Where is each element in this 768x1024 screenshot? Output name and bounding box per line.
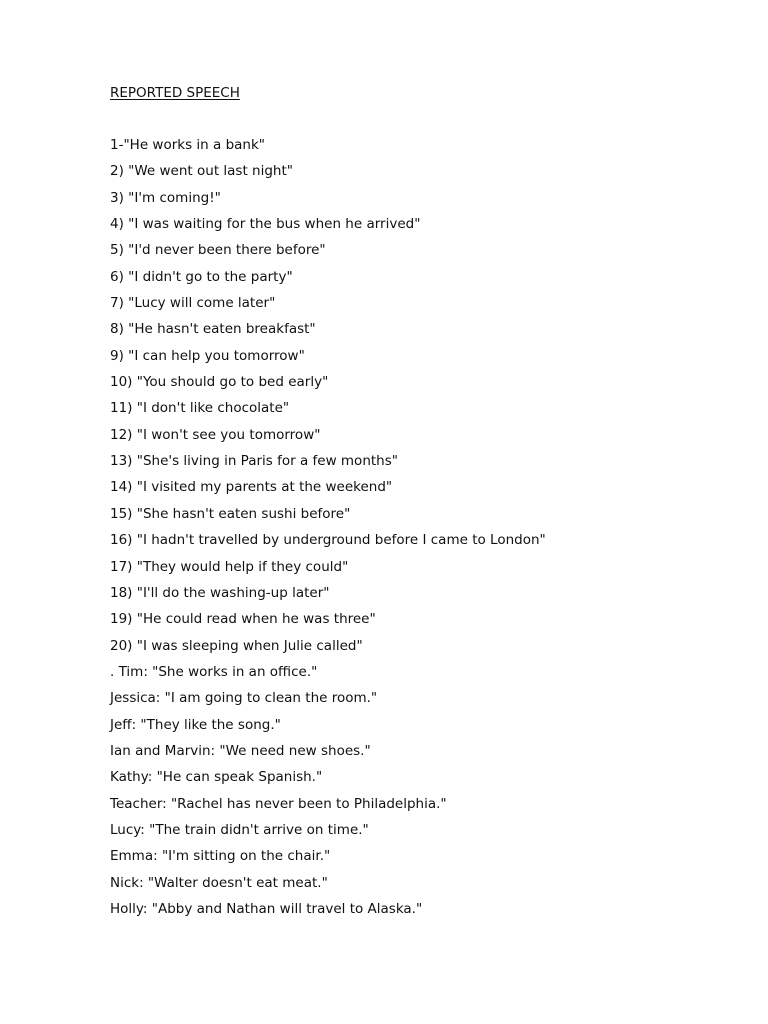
sentence-line: 15) "She hasn't eaten sushi before" xyxy=(110,505,351,522)
sentence-line: 19) "He could read when he was three" xyxy=(110,611,376,628)
dialogue-line: Holly: "Abby and Nathan will travel to Alaska." xyxy=(110,900,423,917)
dialogue-line: Kathy: "He can speak Spanish." xyxy=(110,769,323,786)
document-title: REPORTED SPEECH xyxy=(110,85,240,101)
dialogue-line: Emma: "I'm sitting on the chair." xyxy=(110,848,331,865)
sentence-line: 13) "She's living in Paris for a few months" xyxy=(110,453,398,470)
sentence-line: 1-"He works in a bank" xyxy=(110,137,265,153)
sentence-line: 12) "I won't see you tomorrow" xyxy=(110,426,321,443)
sentence-line: 7) "Lucy will come later" xyxy=(110,295,276,312)
sentence-line: 6) "I didn't go to the party" xyxy=(110,268,293,285)
sentence-line: 16) "I hadn't travelled by underground before I came to London" xyxy=(110,532,546,549)
sentence-line: 2) "We went out last night" xyxy=(110,163,293,180)
dialogue-line: Teacher: "Rachel has never been to Philadelphia." xyxy=(110,795,447,812)
sentence-line: 9) "I can help you tomorrow" xyxy=(110,347,305,364)
dialogue-line: Jessica: "I am going to clean the room." xyxy=(110,690,378,707)
sentence-line: 14) "I visited my parents at the weekend" xyxy=(110,479,393,496)
sentence-line: 5) "I'd never been there before" xyxy=(110,242,326,259)
sentence-line: 18) "I'll do the washing-up later" xyxy=(110,584,330,601)
dialogue-line: Jeff: "They like the song." xyxy=(110,716,281,733)
dialogue-line: Ian and Marvin: "We need new shoes." xyxy=(110,742,371,759)
sentence-line: 11) "I don't like chocolate" xyxy=(110,400,290,417)
sentence-list xyxy=(110,136,546,926)
sentence-line: 3) "I'm coming!" xyxy=(110,189,221,206)
sentence-line: 17) "They would help if they could" xyxy=(110,558,349,575)
dialogue-line: Lucy: "The train didn't arrive on time." xyxy=(110,821,369,838)
sentence-line: 8) "He hasn't eaten breakfast" xyxy=(110,321,316,338)
sentence-line: 4) "I was waiting for the bus when he arrived" xyxy=(110,216,421,233)
dialogue-line: . Tim: "She works in an office." xyxy=(110,663,318,680)
sentence-line: 20) "I was sleeping when Julie called" xyxy=(110,637,363,654)
sentence-line: 10) "You should go to bed early" xyxy=(110,374,329,391)
dialogue-line: Nick: "Walter doesn't eat meat." xyxy=(110,874,328,891)
